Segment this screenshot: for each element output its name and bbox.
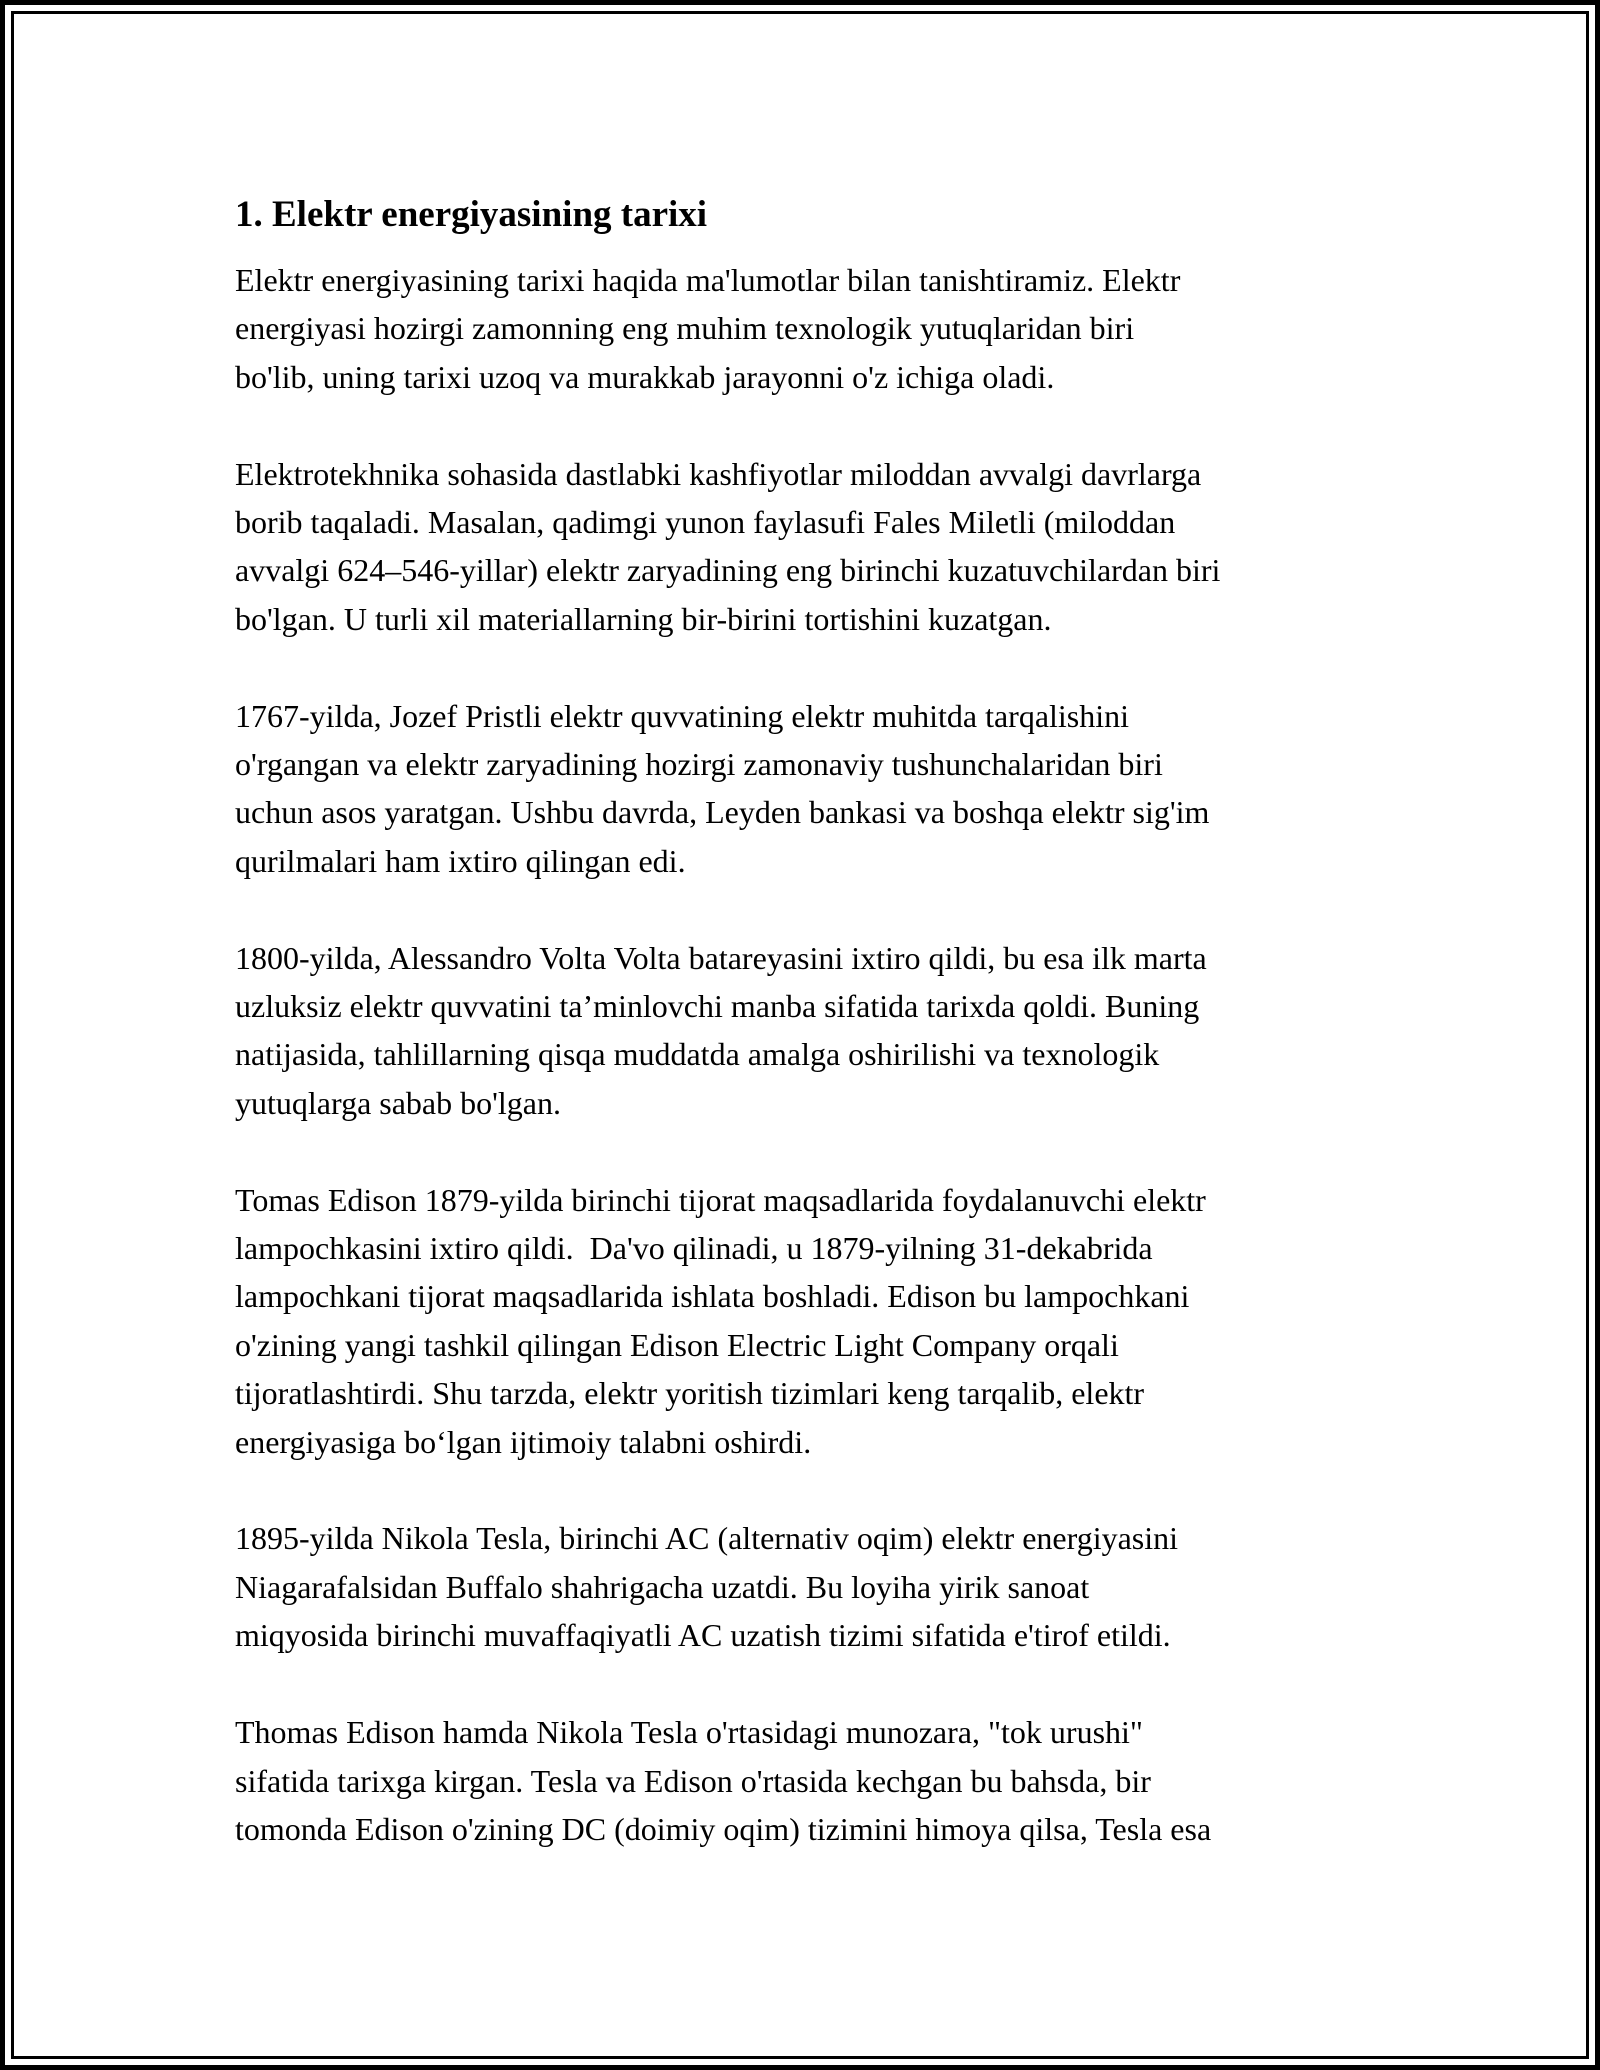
section-heading: 1. Elektr energiyasining tarixi [235, 194, 708, 235]
paragraph-intro: Elektr energiyasining tarixi haqida ma'lumotlar bilan tanishtiramiz. Elektr energiyasi hozirgi zamonning eng muhim texnologik yutuqlaridan biri bo'lib, uning tarixi uzoq va murakkab jarayonni o'z ichiga oladi. [235, 262, 1181, 395]
paragraph-priestley: 1767-yilda, Jozef Pristli elektr quvvatining elektr muhitda tarqalishini o'rgangan va elektr zaryadining hozirgi zamonaviy tushunchalaridan biri uchun asos yaratgan. Ushbu davrda, Leyden bankasi va boshqa elektr sig'im qurilmalari ham ixtiro qilingan edi. [235, 697, 1210, 879]
paragraph-early-discoveries: Elektrotekhnika sohasida dastlabki kashfiyotlar miloddan avvalgi davrlarga borib taqaladi. Masalan, qadimgi yunon faylasufi Fales Miletli (miloddan avvalgi 624–546-yillar) elektr zaryadining eng birinchi kuzatuvchilardan biri bo'lgan. U turli xil materiallarning bir-birini tortishini kuzatgan. [235, 455, 1221, 637]
paragraph-tesla: 1895-yilda Nikola Tesla, birinchi AC (alternativ oqim) elektr energiyasini Niagarafalsidan Buffalo shahrigacha uzatdi. Bu loyiha yirik sanoat miqyosida birinchi muvaffaqiyatli AC uzatish tizimi sifatida e'tirof etildi. [235, 1520, 1179, 1654]
paragraph-edison: Tomas Edison 1879-yilda birinchi tijorat maqsadlarida foydalanuvchi elektr lampochkasini ixtiro qildi. Da'vo qilinadi, u 1879-yilning 31-dekabrida lampochkani tijorat maqsadlarida ishlata boshladi. Edison bu lampochkani o'zining yangi tashkil qilingan Edison Electric Light Company orqali tijoratlashtirdi. Shu tarzda, elektr yoritish tizimlari keng tarqalib, elektr energiyasiga bo‘lgan ijtimoiy talabni oshirdi. [235, 1181, 1206, 1460]
document-body [235, 186, 1380, 1853]
paragraph-volta: 1800-yilda, Alessandro Volta Volta batareyasini ixtiro qildi, bu esa ilk marta uzluksiz elektr quvvatini ta’minlovchi manba sifatida tarixda qoldi. Buning natijasida, tahlillarning qisqa muddatda amalga oshirilishi va texnologik yutuqlarga sabab bo'lgan. [235, 939, 1207, 1121]
paragraph-current-war: Thomas Edison hamda Nikola Tesla o'rtasidagi munozara, "tok urushi" sifatida tarixga kirgan. Tesla va Edison o'rtasida kechgan bu bahsda, bir tomonda Edison o'zining DC (doimiy oqim) tizimini himoya qilsa, Tesla esa [235, 1714, 1212, 1847]
